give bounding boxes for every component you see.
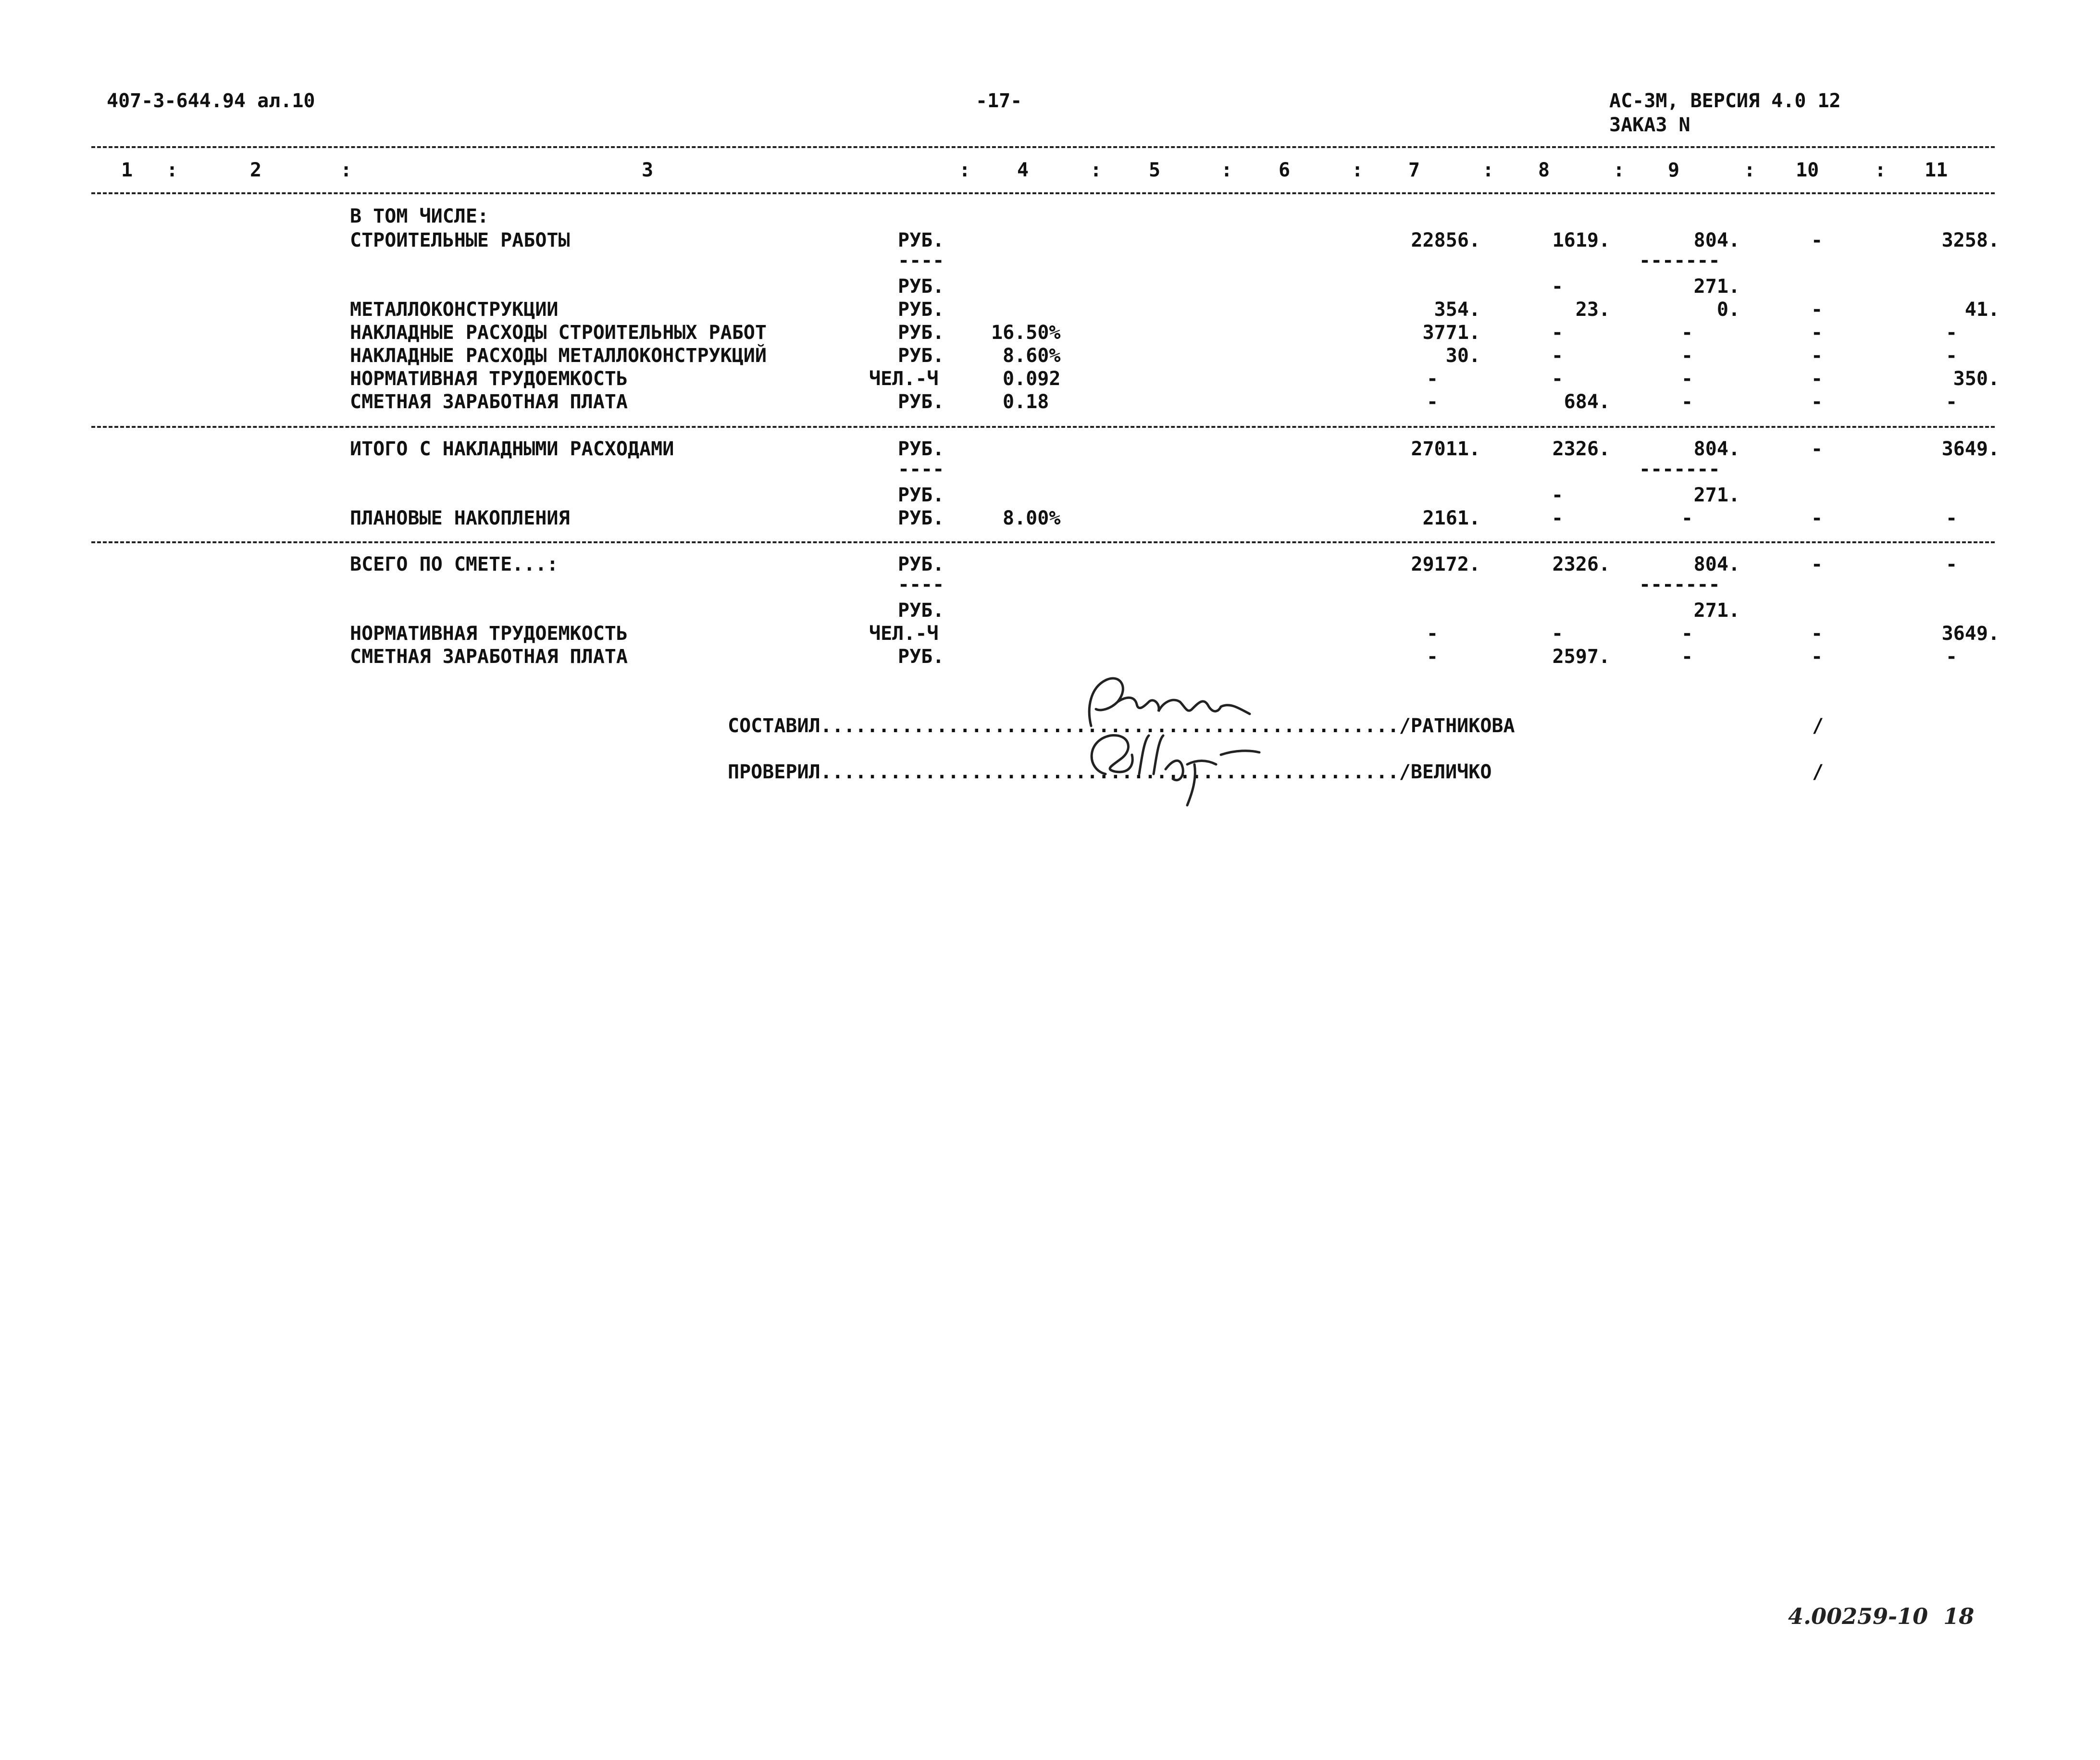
row-unit: ЧЕЛ.-Ч xyxy=(869,623,939,645)
header-divider-bottom xyxy=(91,192,1995,194)
row-name: НАКЛАДНЫЕ РАСХОДЫ СТРОИТЕЛЬНЫХ РАБОТ xyxy=(350,322,767,344)
cell-col4: 0.18 xyxy=(1003,391,1049,413)
cell-col7: 29172. xyxy=(1411,553,1480,575)
header-divider-top xyxy=(91,146,1995,148)
cell-col9: - xyxy=(1681,345,1693,367)
cell-col8: - xyxy=(1551,275,1564,298)
cell-col9: 804. xyxy=(1693,438,1740,460)
cell-col7: 3771. xyxy=(1422,322,1480,344)
col-sep: : xyxy=(1875,159,1887,181)
row-unit: РУБ. xyxy=(898,599,944,622)
cell-col7: - xyxy=(1426,623,1439,645)
unit-underline: ---- xyxy=(898,574,944,596)
cell-col8: - xyxy=(1551,484,1564,506)
cell-col11: - xyxy=(1945,322,1958,344)
cell-col4: 8.00% xyxy=(1003,507,1061,529)
cell-col9: 271. xyxy=(1693,275,1740,298)
program-version: АС-3М, ВЕРСИЯ 4.0 12 xyxy=(1609,90,1841,112)
cell-col10: - xyxy=(1811,438,1823,460)
cell-col11: - xyxy=(1945,646,1958,668)
row-unit: РУБ. xyxy=(898,507,944,529)
cell-col8: 23. xyxy=(1575,299,1610,321)
col-sep: : xyxy=(166,159,178,181)
cell-col9: 271. xyxy=(1693,484,1740,506)
section-divider xyxy=(91,426,1995,428)
col-4-header: 4 xyxy=(1017,159,1029,181)
cell-col10: - xyxy=(1811,345,1823,367)
cell-col4: 0.092 xyxy=(1003,368,1061,390)
cell-col7: 27011. xyxy=(1411,438,1480,460)
cell-col7: 354. xyxy=(1434,299,1480,321)
cell-underline: ------- xyxy=(1639,574,1720,596)
cell-col10: - xyxy=(1811,623,1823,645)
col-sep: : xyxy=(1744,159,1756,181)
cell-col9: - xyxy=(1681,623,1693,645)
col-2-header: 2 xyxy=(250,159,262,181)
col-11-header: 11 xyxy=(1925,159,1948,181)
section-title: В ТОМ ЧИСЛЕ: xyxy=(350,205,489,227)
unit-underline: ---- xyxy=(898,250,944,272)
cell-col8: - xyxy=(1551,507,1564,529)
cell-col7: - xyxy=(1426,391,1439,413)
cell-col10: - xyxy=(1811,646,1823,668)
col-sep: : xyxy=(340,159,352,181)
cell-col8: - xyxy=(1551,322,1564,344)
cell-col11: - xyxy=(1945,391,1958,413)
cell-underline: ------- xyxy=(1639,458,1720,480)
row-unit: ЧЕЛ.-Ч xyxy=(869,368,939,390)
row-unit: РУБ. xyxy=(898,553,944,575)
cell-col10: - xyxy=(1811,391,1823,413)
cell-col8: - xyxy=(1551,345,1564,367)
row-name: НОРМАТИВНАЯ ТРУДОЕМКОСТЬ xyxy=(350,623,628,645)
col-6-header: 6 xyxy=(1279,159,1291,181)
row-unit: РУБ. xyxy=(898,646,944,668)
col-sep: : xyxy=(1352,159,1364,181)
col-3-header: 3 xyxy=(642,159,654,181)
col-5-header: 5 xyxy=(1149,159,1161,181)
cell-col9: - xyxy=(1681,368,1693,390)
compiled-by-slash: / xyxy=(1812,715,1824,737)
cell-col7: 2161. xyxy=(1422,507,1480,529)
cell-col7: - xyxy=(1426,368,1439,390)
cell-col10: - xyxy=(1811,553,1823,575)
handwritten-archive-note: 4.00259-10 18 xyxy=(1788,1603,1975,1629)
cell-col9: - xyxy=(1681,391,1693,413)
row-unit: РУБ. xyxy=(898,229,944,251)
cell-col9: - xyxy=(1681,507,1693,529)
cell-col4: 16.50% xyxy=(991,322,1061,344)
cell-col8: 1619. xyxy=(1552,229,1610,251)
row-unit: РУБ. xyxy=(898,275,944,298)
document-code: 407-3-644.94 ал.10 xyxy=(107,90,315,112)
cell-col10: - xyxy=(1811,229,1823,251)
cell-col7: 30. xyxy=(1445,345,1480,367)
row-unit: РУБ. xyxy=(898,345,944,367)
cell-col10: - xyxy=(1811,322,1823,344)
cell-col11: - xyxy=(1945,553,1958,575)
cell-col8: 684. xyxy=(1564,391,1610,413)
col-sep: : xyxy=(1482,159,1494,181)
row-name: НОРМАТИВНАЯ ТРУДОЕМКОСТЬ xyxy=(350,368,628,390)
section-divider xyxy=(91,541,1995,543)
row-unit: РУБ. xyxy=(898,484,944,506)
row-name: МЕТАЛЛОКОНСТРУКЦИИ xyxy=(350,299,559,321)
cell-col9: - xyxy=(1681,646,1693,668)
row-name: ВСЕГО ПО СМЕТЕ...: xyxy=(350,553,559,575)
cell-col8: 2326. xyxy=(1552,438,1610,460)
cell-col10: - xyxy=(1811,299,1823,321)
col-10-header: 10 xyxy=(1796,159,1819,181)
row-name: ИТОГО С НАКЛАДНЫМИ РАСХОДАМИ xyxy=(350,438,674,460)
cell-col10: - xyxy=(1811,368,1823,390)
cell-col8: 2326. xyxy=(1552,553,1610,575)
cell-col11: 3258. xyxy=(1941,229,2000,251)
cell-col11: 350. xyxy=(1953,368,2000,390)
cell-col8: - xyxy=(1551,623,1564,645)
cell-col7: - xyxy=(1426,646,1439,668)
col-sep: : xyxy=(1221,159,1233,181)
checked-by-line: ПРОВЕРИЛ................................................../ВЕЛИЧКО xyxy=(728,761,1492,783)
checked-by-slash: / xyxy=(1812,761,1824,783)
signature-velichko xyxy=(1077,721,1279,808)
compiled-by-line: СОСТАВИЛ................................................../РАТНИКОВА xyxy=(728,715,1515,737)
cell-col11: 3649. xyxy=(1941,438,2000,460)
row-name: СМЕТНАЯ ЗАРАБОТНАЯ ПЛАТА xyxy=(350,646,628,668)
row-name: НАКЛАДНЫЕ РАСХОДЫ МЕТАЛЛОКОНСТРУКЦИЙ xyxy=(350,345,767,367)
cell-col9: 271. xyxy=(1693,599,1740,622)
col-sep: : xyxy=(959,159,971,181)
unit-underline: ---- xyxy=(898,458,944,480)
col-8-header: 8 xyxy=(1538,159,1550,181)
col-1-header: 1 xyxy=(121,159,133,181)
row-unit: РУБ. xyxy=(898,322,944,344)
col-9-header: 9 xyxy=(1668,159,1680,181)
cell-col9: 0. xyxy=(1716,299,1740,321)
row-name: СМЕТНАЯ ЗАРАБОТНАЯ ПЛАТА xyxy=(350,391,628,413)
cell-underline: ------- xyxy=(1639,250,1720,272)
cell-col10: - xyxy=(1811,507,1823,529)
cell-col9: 804. xyxy=(1693,553,1740,575)
cell-col8: 2597. xyxy=(1552,646,1610,668)
row-unit: РУБ. xyxy=(898,438,944,460)
cell-col9: - xyxy=(1681,322,1693,344)
cell-col11: - xyxy=(1945,345,1958,367)
cell-col7: 22856. xyxy=(1411,229,1480,251)
row-name: ПЛАНОВЫЕ НАКОПЛЕНИЯ xyxy=(350,507,570,529)
cell-col9: 804. xyxy=(1693,229,1740,251)
row-unit: РУБ. xyxy=(898,299,944,321)
order-number: ЗАКАЗ N xyxy=(1609,114,1690,136)
cell-col11: - xyxy=(1945,507,1958,529)
cell-col4: 8.60% xyxy=(1003,345,1061,367)
cell-col11: 41. xyxy=(1964,299,2000,321)
col-sep: : xyxy=(1090,159,1102,181)
col-7-header: 7 xyxy=(1408,159,1420,181)
cell-col8: - xyxy=(1551,368,1564,390)
row-unit: РУБ. xyxy=(898,391,944,413)
col-sep: : xyxy=(1613,159,1625,181)
page-number: -17- xyxy=(976,90,1022,112)
cell-col11: 3649. xyxy=(1941,623,2000,645)
row-name: СТРОИТЕЛЬНЫЕ РАБОТЫ xyxy=(350,229,570,251)
